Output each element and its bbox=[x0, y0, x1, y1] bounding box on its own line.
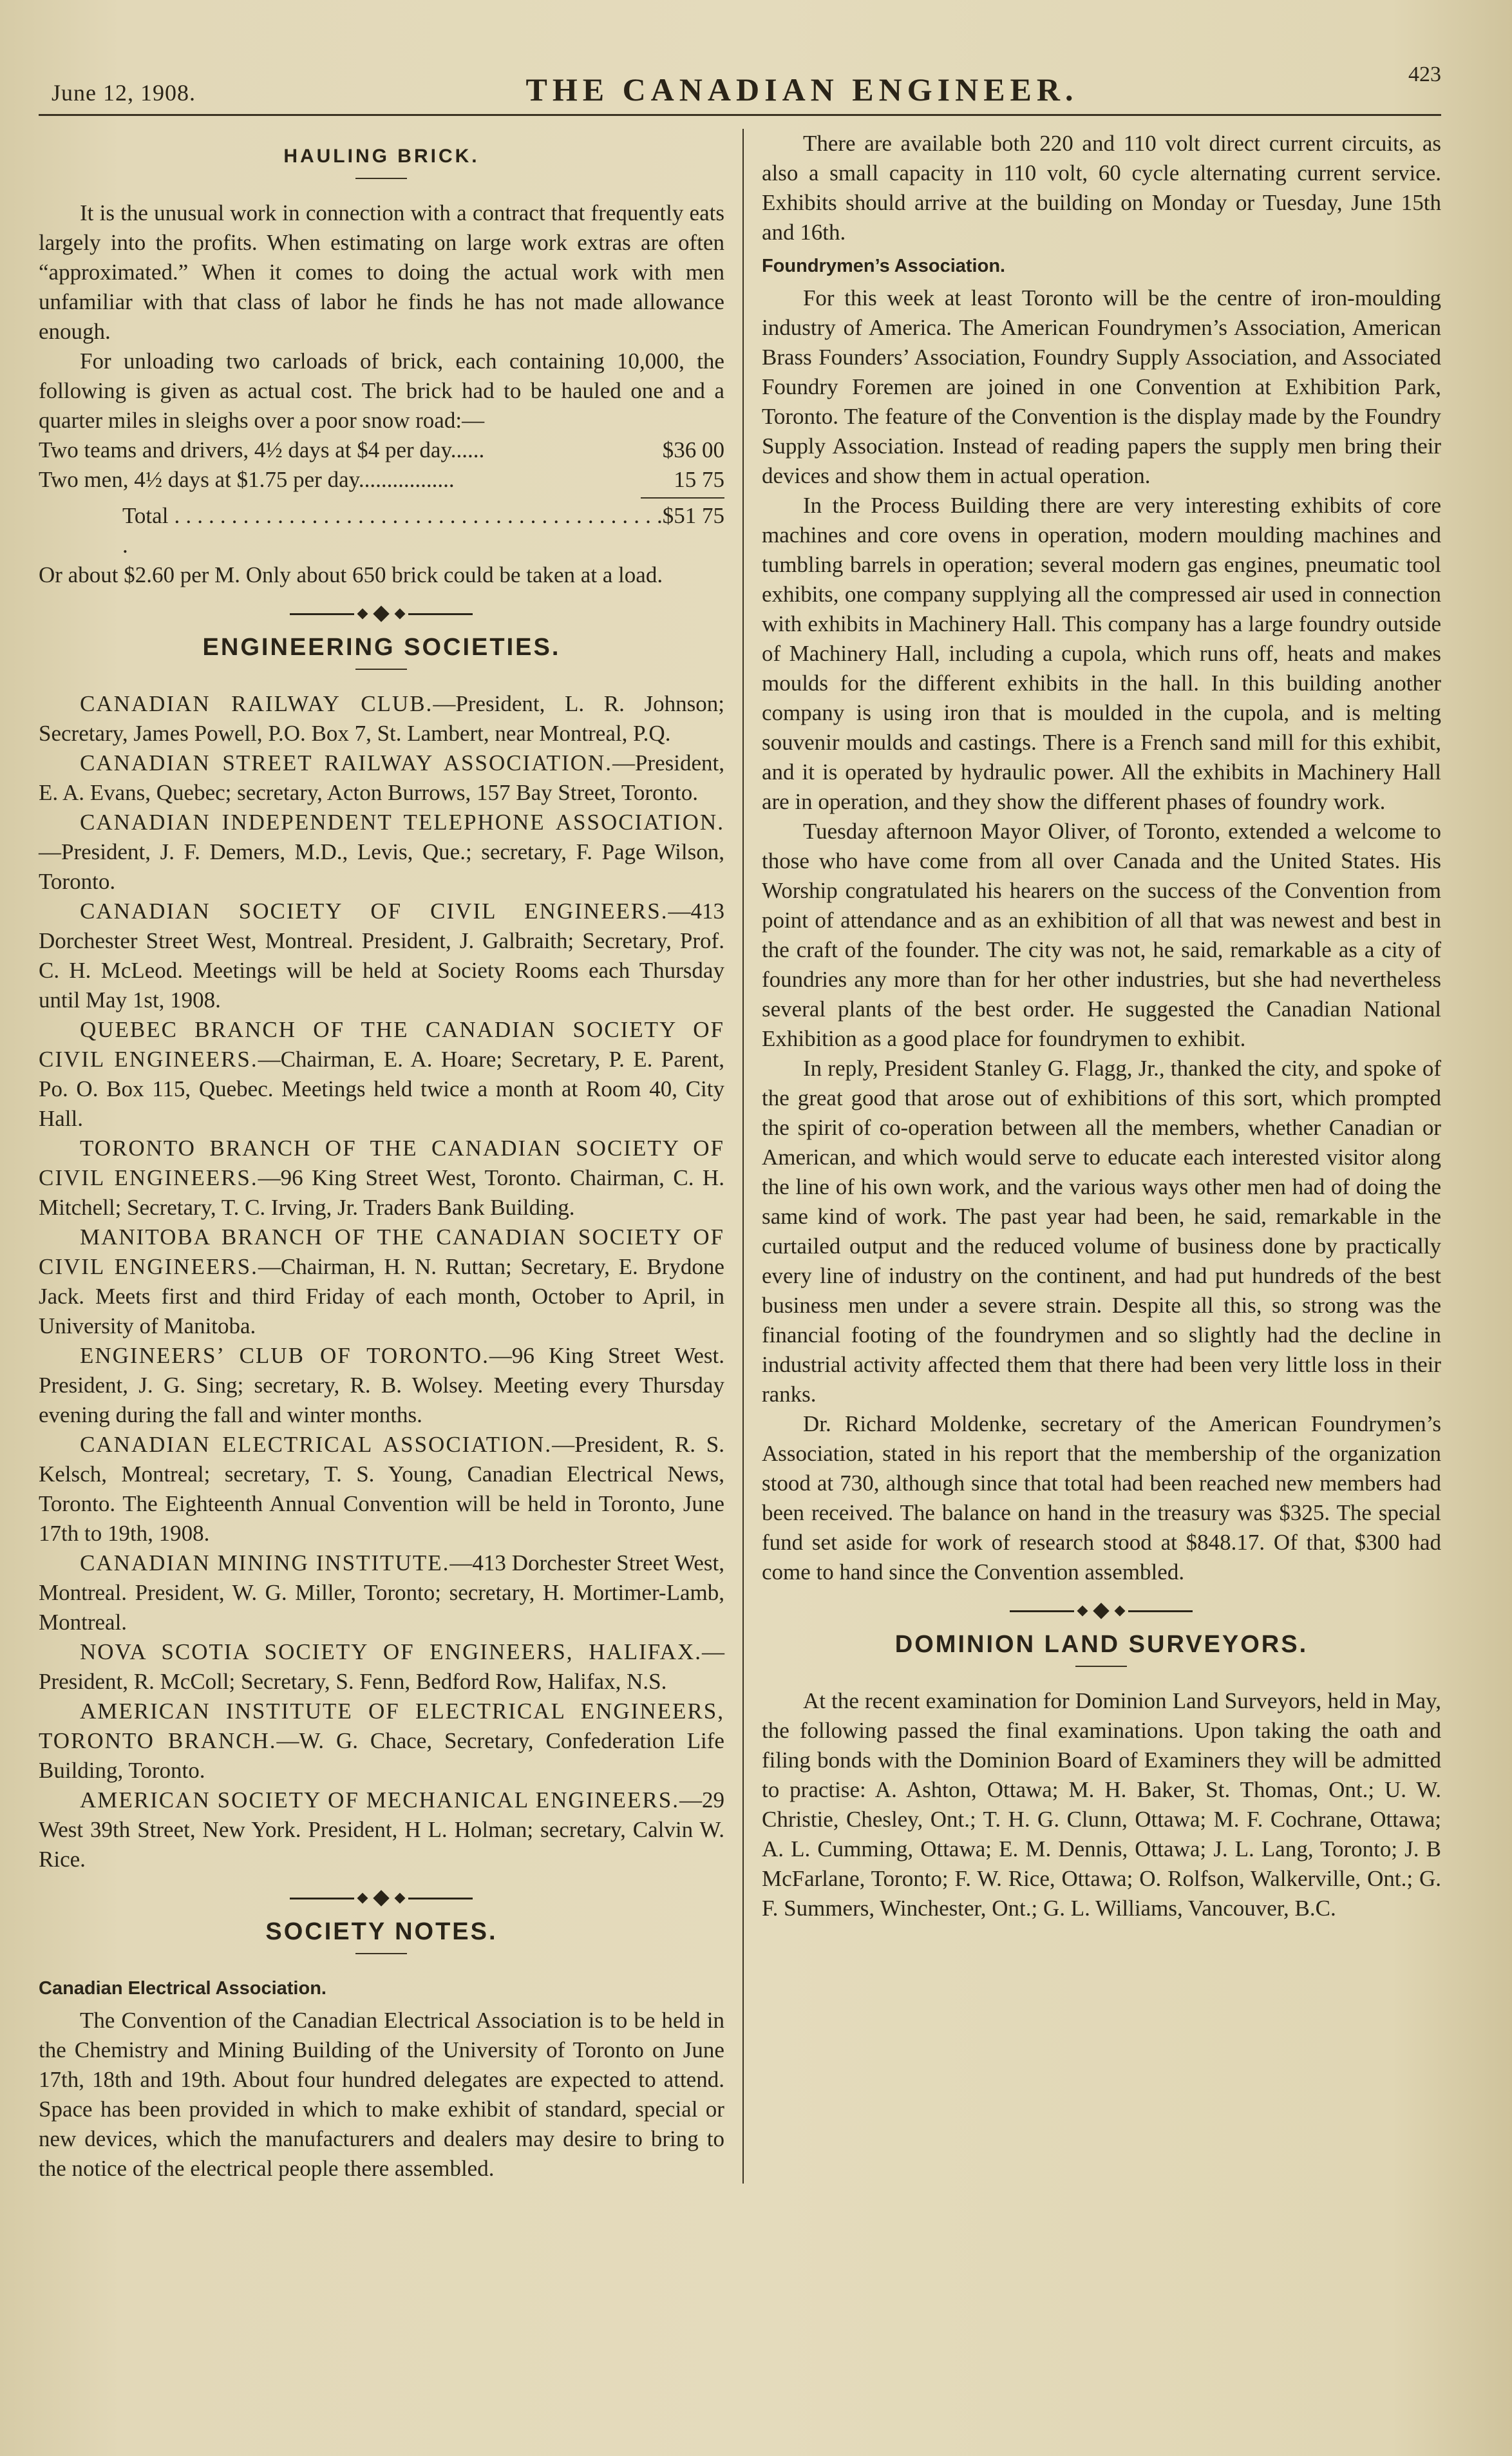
hauling-brick-paragraph: It is the unusual work in connection with a contract that frequently eats largely into the profits. When estimating on large work extras are often “approximated.” When it comes to doing the actual work with men unfamiliar with that class of labor he finds he has not made allowance enough. bbox=[39, 200, 724, 344]
society-entry: ENGINEERS’ CLUB OF TORONTO.—96 King Street West. President, J. G. Sing; secretary, R. B. Wolsey. Meeting every Thursday evening during the fall and winter months. bbox=[39, 1343, 724, 1427]
surveyors-paragraph: At the recent examination for Dominion Land Surveyors, held in May, the following passed the final examinations. Upon taking the oath and filing bonds with the Dominion Board of Examiners they will be admitted to practise: A. Ashton, Ottawa; M. H. Baker, St. Thomas, Ont.; U. W. Christie, Chesley, Ont.; T. H. G. Clunn, Ottawa; M. F. Cochrane, Ottawa; A. L. Cumming, Ottawa; E. M. Dennis, Ottawa; J. L. Lang, Toronto; J. B McFarlane, Toronto; F. W. Rice, Ottawa; O. Rolfson, Walkerville, Ont.; G. F. Summers, Winchester, Ont.; G. L. Williams, Vancouver, B.C. bbox=[761, 1688, 1441, 1921]
cost-amount: $36 00 bbox=[662, 437, 724, 462]
society-entry: AMERICAN SOCIETY OF MECHANICAL ENGINEERS.—29 West 39th Street, New York. President, H L. Holman; secretary, Calvin W. Rice. bbox=[39, 1787, 724, 1872]
cea-paragraph: There are available both 220 and 110 volt direct current circuits, as also a small capacity in 110 volt, 60 cycle alternating current service. Exhibits should arrive at the building on Monday or Tuesday, June 15th and 16th. bbox=[761, 131, 1441, 245]
society-entry: CANADIAN STREET RAILWAY ASSOCIATION.—President, E. A. Evans, Quebec; secretary, Acton Burrows, 157 Bay Street, Toronto. bbox=[39, 750, 724, 805]
dominion-land-surveyors-heading: DOMINION LAND SURVEYORS. bbox=[894, 1631, 1309, 1658]
cost-label: Two men, 4½ days at $1.75 per day................. bbox=[39, 467, 455, 492]
issue-date: June 12, 1908. bbox=[52, 80, 196, 106]
society-entry: TORONTO BRANCH OF THE CANADIAN SOCIETY OF CIVIL ENGINEERS.—96 King Street West, Toronto. Chairman, C. H. Mitchell; Secretary, T. C. Irving, Jr. Traders Bank Building. bbox=[39, 1136, 724, 1220]
foundrymen-paragraph: Tuesday afternoon Mayor Oliver, of Toronto, extended a welcome to those who have come from all over Canada and the United States. His Worship congratulated his hearers on the success of the Convention from point of attendance and as an exhibition of all that was newest and best in the craft of the founder. The city was not, he said, remarkable as a city of foundries any more than for her other industries, but she had nevertheless several plants of the best order. He suggested the Canadian National Exhibition as a good place for foundrymen to exhibit. bbox=[761, 819, 1441, 1051]
page-number: 423 bbox=[1408, 62, 1441, 86]
section-ornament bbox=[39, 1892, 724, 1904]
foundrymen-paragraph: In reply, President Stanley G. Flagg, Jr., thanked the city, and spoke of the great good that arose out of exhibitions of this sort, which prompted the spirit of co-operation between all the members, whether Canadian or American, and which would serve to educate each interested visitor along the line of his own work, and the various ways other men had of doing the same kind of work. The past year had been, he said, remarkable in the curtailed output and the reduced volume of business done by practically every line of industry on the continent, and had put hundreds of the best business men under a severe strain. Despite all this, so strong was the financial footing of the foundrymen and so slightly had the decline in industrial activity affected them that there had been very little loss in their ranks. bbox=[761, 1056, 1441, 1407]
society-entry: AMERICAN INSTITUTE OF ELECTRICAL ENGINEERS, TORONTO BRANCH.—W. G. Chace, Secretary, Confederation Life Building, Toronto. bbox=[39, 1699, 724, 1783]
heading-rule bbox=[355, 669, 407, 670]
hauling-brick-heading: HAULING BRICK. bbox=[283, 146, 480, 167]
cea-paragraph: The Convention of the Canadian Electrical Association is to be held in the Chemistry and Mining Building of the University of Toronto on June 17th, 18th and 19th. About four hundred delegates are expected to attend. Space has been provided in which to make exhibit of standard, special or new devices, which the manufacturers and dealers may desire to bring to the notice of the electrical people there assembled. bbox=[39, 2008, 724, 2181]
total-amount: $51 75 bbox=[662, 503, 724, 528]
section-ornament bbox=[39, 608, 724, 620]
society-entry: CANADIAN SOCIETY OF CIVIL ENGINEERS.—413 Dorchester Street West, Montreal. President, J. Galbraith; Secretary, Prof. C. H. McLeod. Meetings will be held at Society Rooms each Thursday until May 1st, 1908. bbox=[39, 899, 724, 1013]
article-columns bbox=[39, 129, 1441, 2184]
hauling-brick-paragraph: Or about $2.60 per M. Only about 650 brick could be taken at a load. bbox=[39, 562, 663, 587]
page-header bbox=[39, 45, 1441, 116]
sum-rule bbox=[641, 497, 724, 499]
section-ornament bbox=[762, 1605, 1441, 1617]
society-entry: MANITOBA BRANCH OF THE CANADIAN SOCIETY OF CIVIL ENGINEERS.—Chairman, H. N. Ruttan; Secretary, E. Brydone Jack. Meets first and third Friday of each month, October to April, in University of Manitoba. bbox=[39, 1224, 724, 1338]
cea-subheading: Canadian Electrical Association. bbox=[39, 1978, 326, 1999]
foundrymen-paragraph: For this week at least Toronto will be the centre of iron-moulding industry of America. The American Foundrymen’s Association, American Brass Founders’ Association, Foundry Supply Association, and Associated Foundry Foremen are joined in one Convention at Exhibition Park, Toronto. The feature of the Convention is the display made by the Foundry Supply Association. Instead of reading papers the supply men bring their devices and show them in actual operation. bbox=[761, 285, 1441, 488]
cost-label: Two teams and drivers, 4½ days at $4 per day...... bbox=[39, 437, 485, 462]
society-entry: CANADIAN ELECTRICAL ASSOCIATION.—President, R. S. Kelsch, Montreal; secretary, T. S. Young, Canadian Electrical News, Toronto. The Eighteenth Annual Convention will be held in Toronto, June 17th to 19th, 1908. bbox=[39, 1432, 724, 1546]
foundrymen-paragraph: Dr. Richard Moldenke, secretary of the American Foundrymen’s Association, stated in his report that the membership of the organization stood at 730, although since that total had been reached new members had been received. The balance on hand in the treasury was $325. The special fund set aside for work of research stood at $848.17. Of that, $300 had come to hand since the Convention assembled. bbox=[761, 1411, 1441, 1585]
society-entry: CANADIAN MINING INSTITUTE.—413 Dorchester Street West, Montreal. President, W. G. Miller, Toronto; secretary, H. Mortimer-Lamb, Montreal. bbox=[39, 1550, 724, 1635]
society-entry: CANADIAN INDEPENDENT TELEPHONE ASSOCIATION.—President, J. F. Demers, M.D., Levis, Que.; secretary, F. Page Wilson, Toronto. bbox=[39, 810, 724, 894]
cost-amount: 15 75 bbox=[674, 467, 724, 492]
society-notes-heading: SOCIETY NOTES. bbox=[265, 1918, 498, 1945]
society-entry: CANADIAN RAILWAY CLUB.—President, L. R. Johnson; Secretary, James Powell, P.O. Box 7, St. Lambert, near Montreal, P.Q. bbox=[39, 691, 724, 746]
left-column bbox=[39, 129, 744, 2184]
cost-row bbox=[39, 435, 724, 465]
engineering-societies-heading: ENGINEERING SOCIETIES. bbox=[202, 634, 561, 661]
society-entry: QUEBEC BRANCH OF THE CANADIAN SOCIETY OF CIVIL ENGINEERS.—Chairman, E. A. Hoare; Secretary, P. E. Parent, Po. O. Box 115, Quebec. Meetings held twice a month at Room 40, City Hall. bbox=[39, 1017, 724, 1131]
total-row bbox=[39, 501, 724, 560]
total-label: Total . . . . . . . . . . . . . . . . . . . . . . . . . . . . . . . . . . . . . . . . . . . . bbox=[122, 503, 663, 558]
publication-title: THE CANADIAN ENGINEER. bbox=[525, 71, 1079, 108]
society-entry: NOVA SCOTIA SOCIETY OF ENGINEERS, HALIFAX.—President, R. McColl; Secretary, S. Fenn, Bedford Row, Halifax, N.S. bbox=[39, 1639, 724, 1694]
hauling-brick-paragraph: For unloading two carloads of brick, each containing 10,000, the following is given as actual cost. The brick had to be hauled one and a quarter miles in sleighs over a poor snow road:— bbox=[39, 348, 724, 433]
foundrymen-paragraph: In the Process Building there are very interesting exhibits of core machines and core ovens in operation, modern moulding machines and tumbling barrels in operation; several modern gas engines, pneumatic tool exhibits, one company supplying all the compressed air used in connection with exhibits in Machinery Hall. This company has a large foundry outside of Machinery Hall, including a cupola, which runs off, heats and makes moulds for the different exhibits in the hall. In this building another company is using iron that is moulded in the cupola, and is melting souvenir moulds and castings. There is a French sand mill for this exhibit, and it is operated by hydraulic power. All the exhibits in Machinery Hall are in operation, and they show the different phases of foundry work. bbox=[761, 493, 1441, 814]
right-column bbox=[744, 129, 1441, 2184]
heading-rule bbox=[1075, 1666, 1127, 1667]
foundrymen-subheading: Foundrymen’s Association. bbox=[761, 256, 1006, 276]
heading-rule bbox=[355, 1953, 407, 1954]
heading-rule bbox=[355, 178, 407, 179]
cost-row bbox=[39, 465, 724, 495]
